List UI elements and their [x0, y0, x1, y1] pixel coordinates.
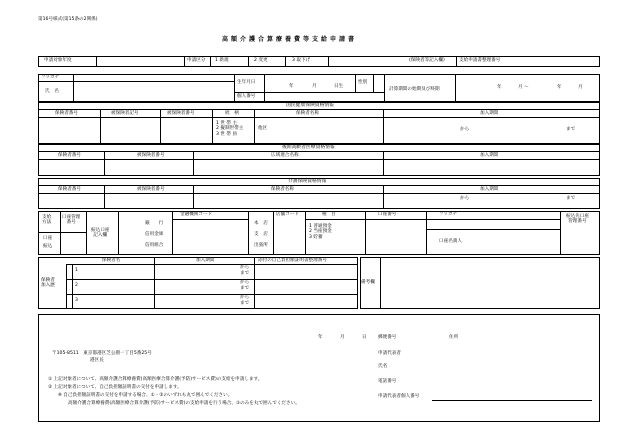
- care-header-insurer-name: 保険者名称: [271, 187, 294, 192]
- method-label-2: 方法: [42, 220, 52, 226]
- care-from: から: [460, 196, 470, 201]
- members-label: [41, 278, 55, 289]
- cash-label: 口座: [43, 236, 53, 241]
- mgmt-no-label-1: 口座管理: [62, 215, 81, 220]
- account-entry-label-2: 記入欄: [93, 233, 108, 239]
- note-1[interactable]: ① 上記対象者について、高額介護合算療養費(高額医療合算介護(予防)サービス費)の支給を申請します。: [48, 377, 263, 382]
- relation-quasi-head[interactable]: 2 擬制世帯主: [216, 126, 244, 132]
- member-row-2-to: まで: [240, 286, 250, 291]
- transfer-label: 振込: [43, 244, 53, 249]
- account-no-label: 口座番号: [378, 212, 397, 217]
- option-withdraw[interactable]: 3 取下げ: [292, 58, 311, 63]
- member-row-2: 2: [75, 283, 78, 288]
- member-row-1: 1: [75, 268, 78, 273]
- birth-day-unit: 日生: [334, 84, 344, 89]
- branch-code-label: 店舗コード: [276, 212, 299, 217]
- care-section-title: 介護保険資格情報: [288, 179, 327, 184]
- elderly-header-insured-no: 被保険者番号: [137, 153, 165, 158]
- member-row-1-to: まで: [240, 271, 250, 276]
- method-label-1: 支給: [42, 215, 52, 220]
- rep-no-label: 申請代表者個人番号: [378, 394, 420, 399]
- care-header-insured-no: 被保険者番号: [137, 187, 165, 192]
- relation-head[interactable]: 1 世 帯 主: [216, 121, 238, 126]
- period-label: 計算期間の始期及び終期: [389, 87, 440, 92]
- type-ordinary[interactable]: 1 普通預金: [309, 224, 332, 229]
- nhi-header-insurer-name: 保険者名称: [296, 111, 319, 116]
- address-label: 住所: [449, 335, 459, 340]
- relation-member[interactable]: 3 世 帯 員: [216, 131, 238, 137]
- personal-no-label: 個人番号: [237, 94, 256, 99]
- applicant-block: [38, 74, 600, 102]
- members-label-2: 加入歴: [41, 283, 55, 289]
- dest-mgmt-label-2: 管理番号: [568, 219, 587, 225]
- option-new[interactable]: 1 新規: [215, 58, 229, 63]
- member-row-3-to: まで: [240, 301, 250, 306]
- inst-code-label: 金融機関コード: [180, 212, 213, 217]
- account-types[interactable]: [309, 224, 332, 240]
- top-row: [38, 56, 600, 67]
- period-end-year: 年: [557, 85, 562, 90]
- member-period-header: 加入期間: [196, 258, 215, 263]
- birth-year-unit: 年: [289, 84, 294, 89]
- option-change[interactable]: 2 変更: [254, 58, 268, 63]
- rep-label: 申請代表者: [378, 351, 401, 356]
- elderly-header-union-name: 広域連合名称: [271, 153, 299, 158]
- nhi-header-relation: 続 柄: [225, 111, 239, 116]
- phone-label: 電話番号: [378, 379, 397, 384]
- remarks-label: 備考欄: [361, 280, 375, 285]
- care-header-insurer-no: 保険者番号: [58, 187, 81, 192]
- footer-month: 月: [340, 335, 345, 340]
- bank-furigana-label: フリガナ: [439, 212, 458, 217]
- nhi-header-insurer-no: 保険者番号: [55, 111, 78, 116]
- dest-mgmt-label: [566, 214, 589, 225]
- name-label: 氏 名: [45, 89, 59, 94]
- nhi-header-insured-no: 被保険者番号: [167, 111, 195, 116]
- trust-bank-label: 信用金庫: [145, 232, 164, 237]
- care-to: まで: [566, 196, 576, 201]
- relation-options[interactable]: [216, 121, 243, 137]
- method-label: [42, 215, 51, 226]
- nhi-header-symbol: 被保険者記号: [111, 111, 139, 116]
- furigana-label: フリガナ: [41, 75, 60, 80]
- addressee-address: 〒105-8511 東京都港区芝公園一丁目5番25号: [52, 351, 152, 356]
- member-row-3: 3: [75, 298, 78, 303]
- fiscal-year-label: 申請対象年度: [44, 58, 72, 63]
- dest-mgmt-label-1: 振込先口座: [566, 214, 589, 219]
- holder-label: 口座名義人: [439, 239, 462, 244]
- mgmt-no-label: [62, 215, 80, 226]
- serial-label: 支給申請書整理番号: [459, 58, 501, 63]
- elderly-header-insurer-no: 保険者番号: [58, 153, 81, 158]
- member-row-1-from: から: [240, 265, 250, 270]
- nhi-from: から: [460, 127, 470, 132]
- nhi-header-period: 加入期間: [480, 111, 499, 116]
- rep-no-line: [432, 400, 592, 401]
- elderly-header-period: 加入期間: [480, 153, 499, 158]
- period-start-month: 月 〜: [518, 85, 529, 90]
- care-header-period: 加入期間: [480, 187, 499, 192]
- type-current[interactable]: 2 当座預金: [309, 229, 332, 235]
- member-row-2-from: から: [240, 280, 250, 285]
- note-4: 高額介護合算療養費(高額医療合算介護(予防)サービス費)の支給申請を行う場合、①のみを丸で囲んでください。: [68, 401, 300, 406]
- type-savings[interactable]: 3 貯蓄: [309, 234, 323, 240]
- insurer-mark: (保険者等記入欄): [409, 58, 445, 63]
- mgmt-no-label-2: 番号: [66, 220, 76, 226]
- account-entry-label-1: 振込口座: [91, 228, 110, 233]
- form-number: 第16号様式(第15条の2関係): [38, 17, 98, 22]
- credit-union-label: 信用組合: [145, 243, 164, 248]
- period-end-month: 月: [578, 85, 583, 90]
- branch-label: 支 店: [254, 232, 268, 237]
- nhi-section-title: 国民健康保険資格情報: [286, 103, 334, 108]
- account-entry-label: [91, 228, 109, 239]
- addressee: 港区長: [90, 358, 104, 363]
- members-label-1: 保険者: [41, 278, 55, 283]
- period-start-year: 年: [497, 85, 502, 90]
- note-2[interactable]: ② 上記対象者について、自己負担額証明書の交付を申請します。: [48, 385, 182, 390]
- nhi-other-ward: 他区: [258, 126, 268, 131]
- sub-office-label: 出張所: [254, 243, 268, 248]
- member-row-3-from: から: [240, 295, 250, 300]
- bank-label: 銀 行: [145, 221, 164, 226]
- postal-label: 郵便番号: [378, 335, 397, 340]
- note-3: ※ 自己負担額証明書の交付を申請する場合、①・②のいずれも丸で囲んでください。: [58, 393, 233, 398]
- rep-name-label: 氏名: [378, 364, 388, 369]
- nhi-to: まで: [566, 127, 576, 132]
- head-office-label: 本 店: [254, 221, 268, 226]
- form-title: 高額介護合算療養費等支給申請書: [222, 36, 358, 43]
- elderly-section-title: 後期高齢者医療資格情報: [282, 145, 335, 150]
- type-label: 種 目: [322, 212, 336, 217]
- member-cert-header: 添付の自己負担額証明書整理番号: [258, 258, 327, 263]
- member-name-header: 保険者名: [102, 258, 121, 263]
- footer-day: 日: [362, 335, 367, 340]
- birth-label: 生年月日: [237, 80, 256, 85]
- sex-label: 性別: [358, 80, 368, 85]
- footer-year: 年: [318, 335, 323, 340]
- remarks-box: [360, 257, 600, 309]
- birth-month-unit: 月: [312, 84, 317, 89]
- category-label: 申請区分: [187, 58, 206, 63]
